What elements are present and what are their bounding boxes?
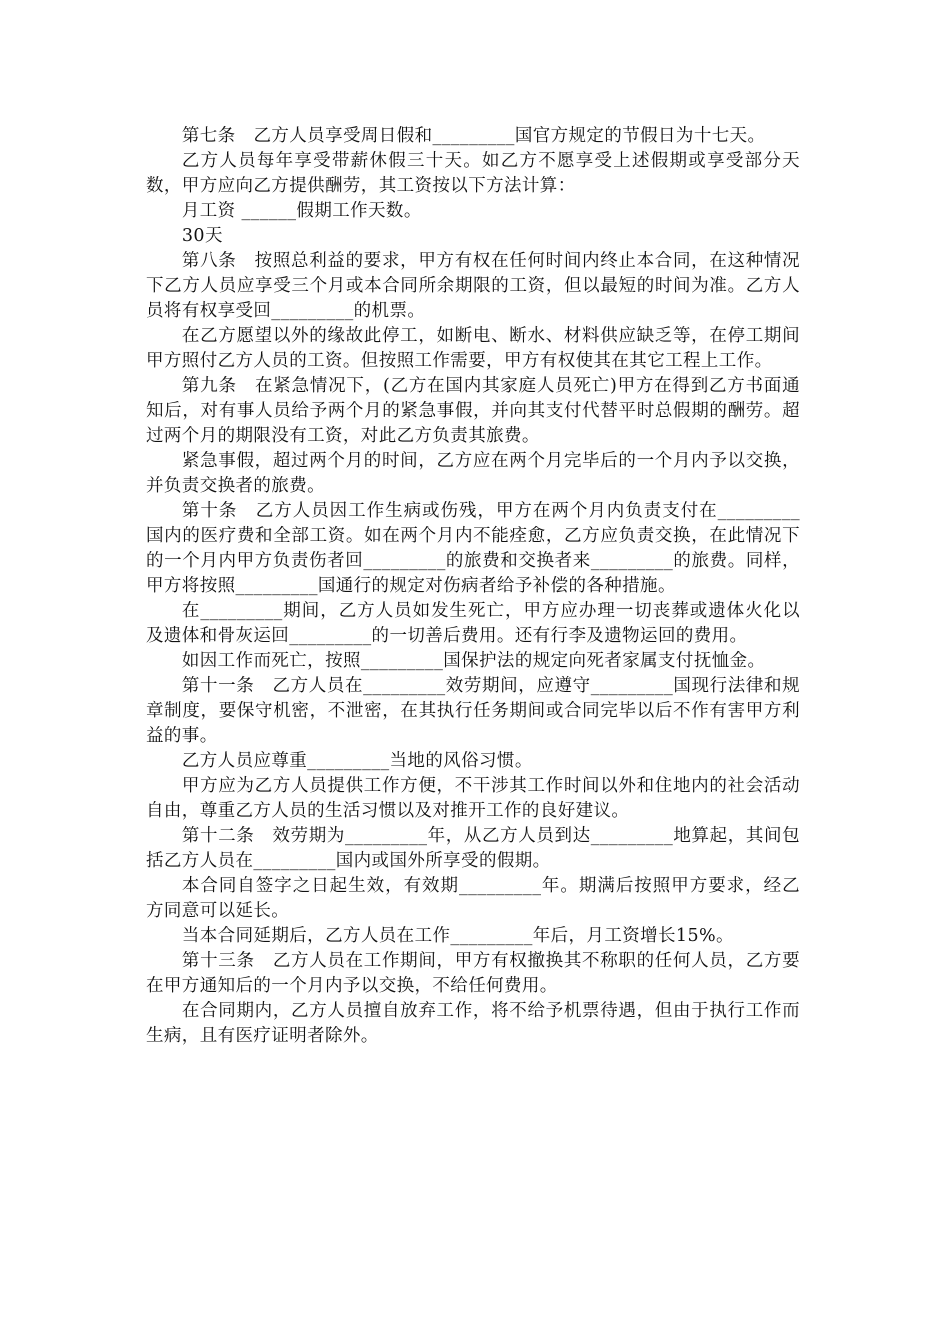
paragraph-salary-increase: 当本合同延期后，乙方人员在工作_________年后，月工资增长15%。 bbox=[181, 926, 734, 946]
contract-page bbox=[146, 124, 800, 1049]
paragraph-work-stoppage: 在乙方愿望以外的缘故此停工，如断电、断水、材料供应缺乏等，在停工期间甲方照付乙方人员的工资。但按照工作需要，甲方有权使其在其它工程上工作。 bbox=[146, 326, 800, 371]
paragraph-death-expenses: 在_________期间，乙方人员如发生死亡，甲方应办理一切丧葬或遗体火化以及遗体和骨灰运回_________的一切善后费用。还有行李及遗物运回的费用。 bbox=[146, 601, 800, 646]
paragraph-abandon-work: 在合同期内，乙方人员擅自放弃工作，将不给予机票待遇，但由于执行工作而生病，且有医疗证明者除外。 bbox=[146, 1001, 800, 1046]
paragraph-article-12: 第十二条 效劳期为_________年，从乙方人员到达_________地算起，其间包括乙方人员在_________国内或国外所享受的假期。 bbox=[146, 826, 800, 871]
paragraph-article-13: 第十三条 乙方人员在工作期间，甲方有权撤换其不称职的任何人员，乙方要在甲方通知后的一个月内予以交换，不给任何费用。 bbox=[146, 951, 800, 996]
paragraph-article-10: 第十条 乙方人员因工作生病或伤残，甲方在两个月内负责支付在_________国内的医疗费和全部工资。如在两个月内不能痊愈，乙方应负责交换，在此情况下的一个月内甲方负责伤者回_________的旅费和交换者来_________的旅费。同样，甲方将按照_________国通行的规定对伤病者给予补偿的各种措施。 bbox=[146, 501, 800, 596]
paragraph-validity: 本合同自签字之日起生效，有效期_________年。期满后按照甲方要求，经乙方同意可以延长。 bbox=[146, 876, 800, 921]
paragraph-emergency-leave: 紧急事假，超过两个月的时间，乙方应在两个月完毕后的一个月内予以交换，并负责交换者的旅费。 bbox=[146, 451, 800, 496]
paragraph-article-11: 第十一条 乙方人员在_________效劳期间，应遵守_________国现行法律和规章制度，要保守机密，不泄密，在其执行任务期间或合同完毕以后不作有害甲方利益的事。 bbox=[146, 676, 800, 746]
paragraph-local-customs: 乙方人员应尊重_________当地的风俗习惯。 bbox=[181, 751, 533, 771]
paragraph-article-9: 第九条 在紧急情况下，(乙方在国内其家庭人员死亡)甲方在得到乙方书面通知后，对有事人员给予两个月的紧急事假，并向其支付代替平时总假期的酬劳。超过两个月的期限没有工资，对此乙方负责其旅费。 bbox=[146, 376, 800, 446]
paragraph-pension: 如因工作而死亡，按照_________国保护法的规定向死者家属支付抚恤金。 bbox=[181, 651, 766, 671]
paragraph-salary-formula-numerator: 月工资 ______假期工作天数。 bbox=[181, 201, 422, 221]
paragraph-article-7: 第七条 乙方人员享受周日假和_________国官方规定的节假日为十七天。 bbox=[181, 126, 766, 146]
paragraph-article-8: 第八条 按照总利益的要求，甲方有权在任何时间内终止本合同，在这种情况下乙方人员应享受三个月或本合同所余期限的工资，但以最短的时间为准。乙方人员将有权享受回_________的机票。 bbox=[146, 251, 800, 321]
paragraph-salary-formula-denominator: 30天 bbox=[181, 226, 223, 246]
paragraph-work-convenience: 甲方应为乙方人员提供工作方便，不干涉其工作时间以外和住地内的社会活动自由，尊重乙方人员的生活习惯以及对推开工作的良好建议。 bbox=[146, 776, 800, 821]
paragraph-paid-leave: 乙方人员每年享受带薪休假三十天。如乙方不愿享受上述假期或享受部分天数，甲方应向乙方提供酬劳，其工资按以下方法计算： bbox=[146, 151, 800, 196]
